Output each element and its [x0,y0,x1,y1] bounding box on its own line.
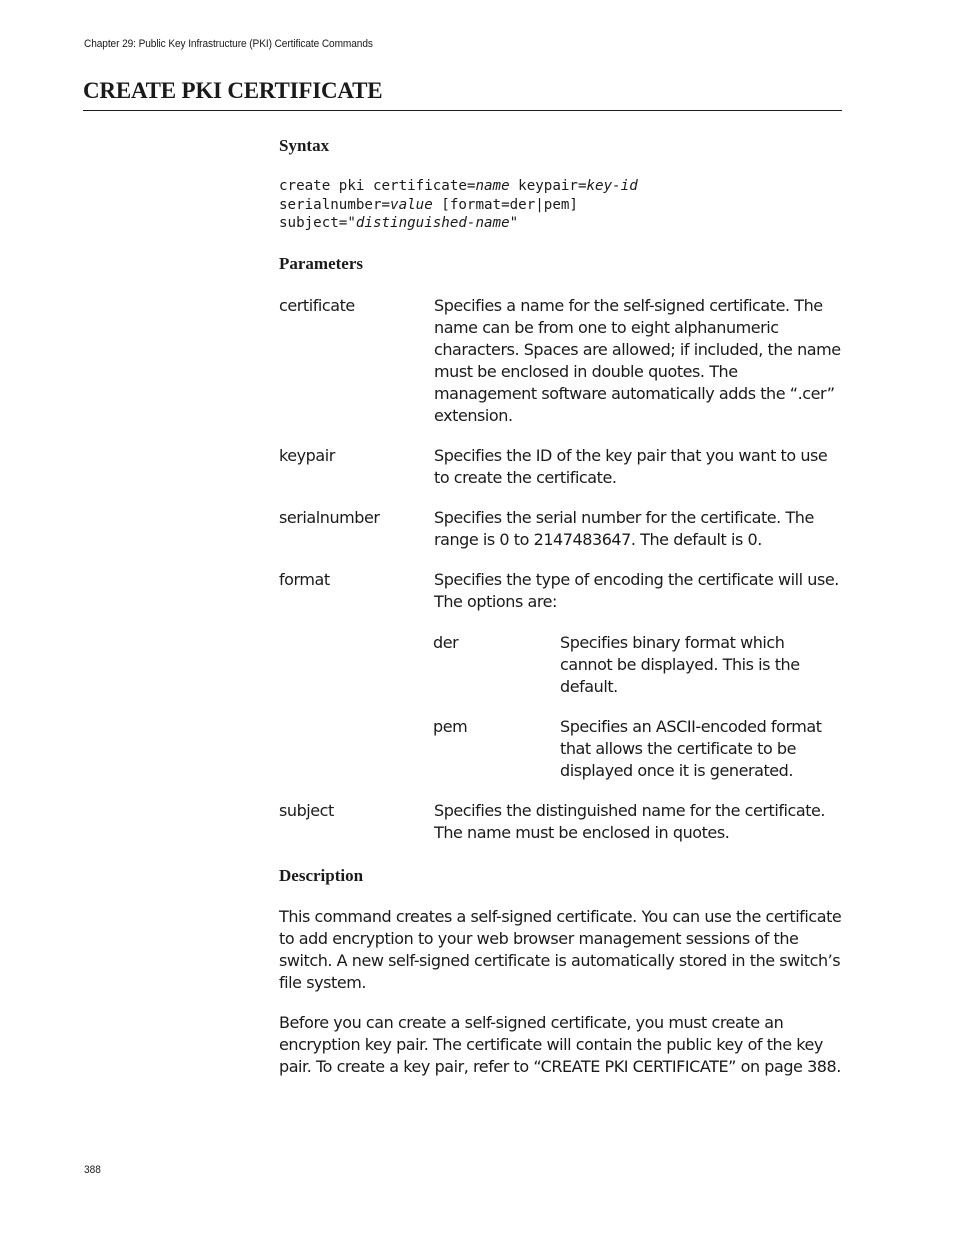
syntax-line3-end: " [509,215,519,231]
syntax-heading: Syntax [279,136,330,155]
syntax-line1-cmd: create pki certificate= [279,178,476,194]
option-name: der [433,633,459,652]
param-name: certificate [279,296,355,315]
syntax-line3-cmd: subject=" [279,215,356,231]
title-rule [83,110,842,111]
param-name: format [279,570,330,589]
param-description: Specifies the ID of the key pair that you want to use to create the certificate. [434,446,828,487]
parameters-heading: Parameters [279,254,364,273]
option-description: Specifies an ASCII-encoded format that allows the certificate to be displayed once it is generated. [560,717,822,780]
description-paragraph: Before you can create a self-signed certificate, you must create an encryption key pair. The certificate will contain the public key of the key pair. To create a key pair, refer to “CREATE PKI CERTIFICATE” on page 388. [279,1013,841,1076]
description-paragraph: This command creates a self-signed certificate. You can use the certificate to add encryption to your web browser management sessions of the switch. A new self-signed certificate is automatically stored in the switch’s file system. [279,907,842,992]
syntax-block [279,177,638,233]
page-title: CREATE PKI CERTIFICATE [83,78,383,103]
syntax-arg-name: name [475,178,510,194]
description-heading: Description [279,866,364,885]
syntax-line1-mid: keypair= [509,178,587,194]
running-head: Chapter 29: Public Key Infrastructure (PKI) Certificate Commands [84,38,373,50]
param-description: Specifies a name for the self-signed certificate. The name can be from one to eight alphanumeric characters. Spaces are allowed; if included, the name must be enclosed in double quotes. The management software automatically adds the “.cer” extension. [434,296,841,425]
option-description: Specifies binary format which cannot be displayed. This is the default. [560,633,800,696]
syntax-arg-value: value [390,196,433,213]
param-name: subject [279,801,334,820]
syntax-line2-rest: [format=der|pem] [432,196,578,213]
page-number: 388 [84,1164,101,1176]
option-name: pem [433,717,468,736]
param-description: Specifies the distinguished name for the certificate. The name must be enclosed in quotes. [434,801,826,842]
syntax-arg-distinguished-name: distinguished-name [355,215,510,231]
syntax-line2-cmd: serialnumber= [279,196,391,213]
syntax-arg-key-id: key-id [586,178,638,194]
param-description: Specifies the serial number for the certificate. The range is 0 to 2147483647. The default is 0. [434,508,814,549]
param-name: keypair [279,446,335,465]
param-name: serialnumber [279,508,380,527]
param-description: Specifies the type of encoding the certificate will use. The options are: [434,570,839,611]
